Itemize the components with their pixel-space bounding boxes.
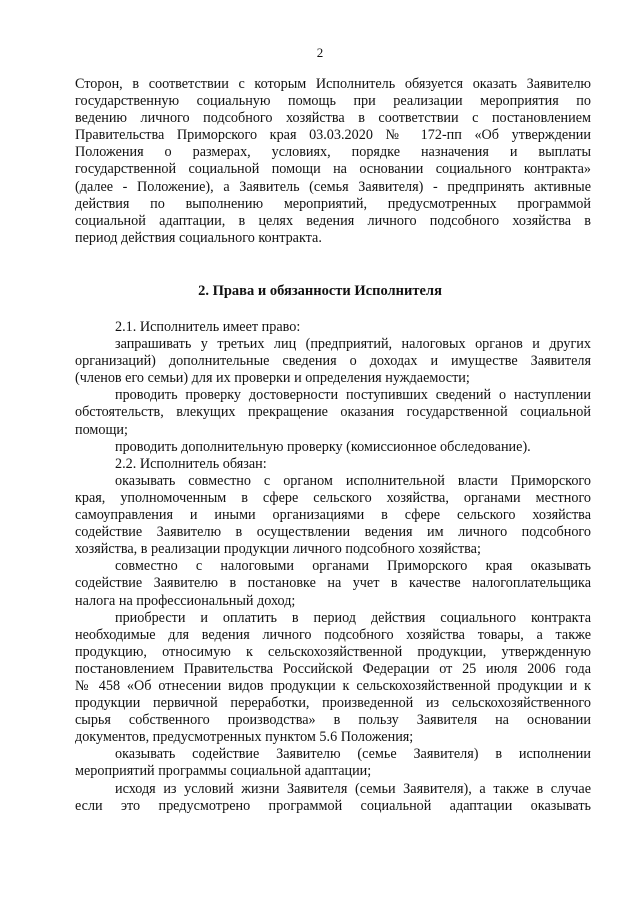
text-line: оказывать содействие Заявителю (семье Заявителя) в исполнении	[115, 746, 591, 763]
text-line: социальной адаптации, в целях ведения личного подсобного хозяйства в	[75, 212, 591, 229]
text-line: сырья собственного производства» в пользу Заявителя на основании	[75, 712, 591, 729]
text-line: самоуправления и иными организациями в сфере сельского хозяйства	[75, 507, 591, 524]
text-line: налога на профессиональный доход;	[75, 592, 296, 609]
text-line: (далее - Положение), а Заявитель (семья Заявителя) - предпринять активные	[75, 178, 591, 195]
text-line: продукцию, относимую к сельскохозяйственной продукции, утвержденную	[75, 643, 591, 660]
text-line: проводить проверку достоверности поступивших сведений о наступлении	[115, 387, 591, 404]
text-line: оказывать совместно с органом исполнительной власти Приморского	[115, 472, 591, 489]
text-line: совместно с налоговыми органами Приморского края оказывать	[115, 558, 591, 575]
page-number: 2	[316, 45, 324, 60]
text-line: содействие Заявителю в постановке на учет в качестве налогоплательщика	[75, 575, 591, 592]
text-line: если это предусмотрено программой социальной адаптации оказывать	[75, 797, 591, 814]
text-line: исходя из условий жизни Заявителя (семьи Заявителя), а также в случае	[115, 780, 591, 797]
subsection-title: 2.2. Исполнитель обязан:	[115, 455, 267, 472]
text-line: Сторон, в соответствии с которым Исполнитель обязуется оказать Заявителю	[75, 76, 591, 92]
text-line: № 458 «Об отнесении видов продукции к сельскохозяйственной продукции и к	[75, 677, 591, 694]
text-line: проводить дополнительную проверку (комиссионное обследование).	[115, 438, 531, 455]
text-line: приобрести и оплатить в период действия социального контракта	[115, 609, 591, 626]
text-line: документов, предусмотренных пунктом 5.6 Положения;	[75, 729, 414, 746]
text-line: ведению личного подсобного хозяйства в соответствии с постановлением	[75, 110, 591, 127]
text-line: запрашивать у третьих лиц (предприятий, налоговых органов и других	[115, 336, 591, 353]
text-line: постановлением Правительства Российской Федерации от 25 июля 2006 года	[75, 660, 591, 677]
text-line: Правительства Приморского края 03.03.2020 № 172-пп «Об утверждении	[75, 127, 591, 144]
section-heading: 2. Права и обязанности Исполнителя	[198, 283, 442, 299]
text-line: Положения о размерах, условиях, порядке назначения и выплаты	[75, 144, 591, 161]
text-line: организаций) дополнительные сведения о доходах и имуществе Заявителя	[75, 353, 591, 370]
text-line: хозяйства, в реализации продукции личного подсобного хозяйства;	[75, 541, 481, 558]
text-line: помощи;	[75, 421, 128, 438]
text-line: необходимые для ведения личного подсобного хозяйства товары, а также	[75, 626, 591, 643]
text-line: обстоятельств, влекущих прекращение оказания государственной социальной	[75, 404, 591, 421]
text-line: государственной социальной помощи на основании социального контракта»	[75, 161, 591, 178]
intro-paragraph	[75, 76, 591, 247]
text-line: продукции первичной переработки, произведенной из сельскохозяйственного	[75, 695, 591, 712]
subsection-title: 2.1. Исполнитель имеет право:	[115, 319, 301, 335]
text-line: (членов его семьи) для их проверки и определения нуждаемости;	[75, 370, 470, 387]
text-line: содействие Заявителю в осуществлении ведения им личного подсобного	[75, 524, 591, 541]
text-line: действия по выполнению мероприятий, предусмотренных программой	[75, 195, 591, 212]
text-line: государственную социальную помощь при реализации мероприятия по	[75, 93, 591, 110]
text-line: мероприятий программы социальной адаптации;	[75, 763, 372, 780]
section-body	[75, 319, 591, 815]
text-line: края, уполномоченным в сфере сельского хозяйства, органами местного	[75, 489, 591, 506]
text-line: период действия социального контракта.	[75, 229, 322, 246]
